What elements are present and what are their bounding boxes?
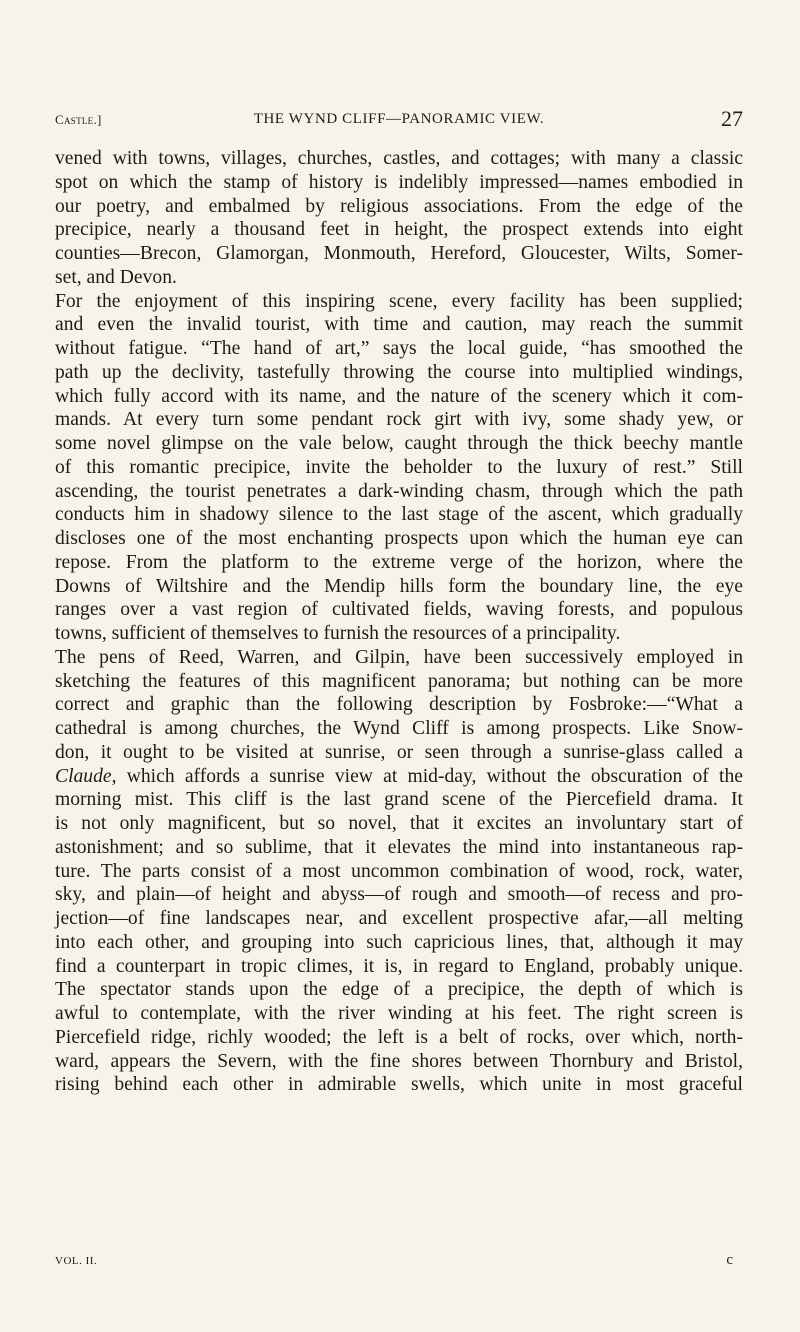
text-line: cathedral is among churches, the Wynd Cliff is among prospects. Like Snow- [55,718,743,739]
text-line: counties—Brecon, Glamorgan, Monmouth, Hereford, Gloucester, Wilts, Somer- [55,243,743,264]
text-line: The pens of Reed, Warren, and Gilpin, have been successively employed in [55,646,743,668]
text-line: towns, sufficient of themselves to furnish the resources of a principality. [55,623,621,644]
text-line: repose. From the platform to the extreme verge of the horizon, where the [55,551,743,573]
text-line: of this romantic precipice, invite the beholder to the luxury of rest.” Still [55,456,743,478]
text-line: sketching the features of this magnificent panorama; but nothing can be more [55,670,743,692]
volume-signature: VOL. II. [55,1255,98,1267]
running-head-title: THE WYND CLIFF—PANORAMIC VIEW. [253,111,545,127]
text-line: discloses one of the most enchanting prospects upon which the human eye can [55,528,743,549]
text-line: find a counterpart in tropic climes, it is, in regard to England, probably unique. [55,955,743,977]
text-line: is not only magnificent, but so novel, that it excites an involuntary start of [55,813,743,834]
text-line: correct and graphic than the following description by Fosbroke:—“What a [55,694,743,716]
text-line: ture. The parts consist of a most uncommon combination of wood, rock, water, [55,860,743,882]
text-line: ward, appears the Severn, with the fine shores between Thornbury and Bristol, [55,1050,743,1072]
text-line: mands. At every turn some pendant rock girt with ivy, some shady yew, or [55,409,743,431]
text-line: and even the invalid tourist, with time and caution, may reach the summit [55,314,743,336]
text-line: jection—of fine landscapes near, and excellent prospective afar,—all melting [55,908,743,929]
text-line: without fatigue. “The hand of art,” says the local guide, “has smoothed the [55,338,743,359]
text-line: conducts him in shadowy silence to the last stage of the ascent, which gradually [55,504,743,526]
text-line: vened with towns, villages, churches, castles, and cottages; with many a classic [55,148,743,169]
text-line: Piercefield ridge, richly wooded; the left is a belt of rocks, over which, north- [55,1026,743,1048]
text-line: which fully accord with its name, and the nature of the scenery which it com- [55,385,743,407]
text-line: Claude, which affords a sunrise view at mid-day, without the obscuration of the [55,765,743,787]
running-head-section: Castle.] [55,112,102,127]
text-line: rising behind each other in admirable swells, which unite in most graceful [55,1074,743,1096]
text-line: set, and Devon. [55,266,177,288]
text-line: The spectator stands upon the edge of a precipice, the depth of which is [55,979,743,1001]
text-line: precipice, nearly a thousand feet in height, the prospect extends into eight [55,219,743,241]
text-line: our poetry, and embalmed by religious associations. From the edge of the [55,195,743,217]
body-text [55,147,743,1097]
text-line: some novel glimpse on the vale below, caught through the thick beechy mantle [55,433,743,454]
text-line: don, it ought to be visited at sunrise, or seen through a sunrise-glass called a [55,741,743,763]
text-line: For the enjoyment of this inspiring scene, every facility has been supplied; [55,290,743,312]
text-line: sky, and plain—of height and abyss—of rough and smooth—of recess and pro- [55,884,743,906]
running-head [55,106,743,136]
signature-mark: c [726,1252,733,1268]
text-line: morning mist. This cliff is the last grand scene of the Piercefield drama. It [55,789,743,811]
text-line: Downs of Wiltshire and the Mendip hills form the boundary line, the eye [55,575,743,597]
text-line: astonishment; and so sublime, that it elevates the mind into instantaneous rap- [55,836,743,858]
text-line: ascending, the tourist penetrates a dark-winding chasm, through which the path [55,480,743,502]
text-line: ranges over a vast region of cultivated fields, waving forests, and populous [55,599,743,621]
text-line: awful to contemplate, with the river winding at his feet. The right screen is [55,1003,743,1024]
text-line: into each other, and grouping into such capricious lines, that, although it may [55,931,743,953]
text-line: path up the declivity, tastefully throwing the course into multiplied windings, [55,361,743,383]
page-number: 27 [721,106,743,131]
text-line: spot on which the stamp of history is indelibly impressed—names embodied in [55,171,743,193]
page-footer [55,1252,743,1275]
